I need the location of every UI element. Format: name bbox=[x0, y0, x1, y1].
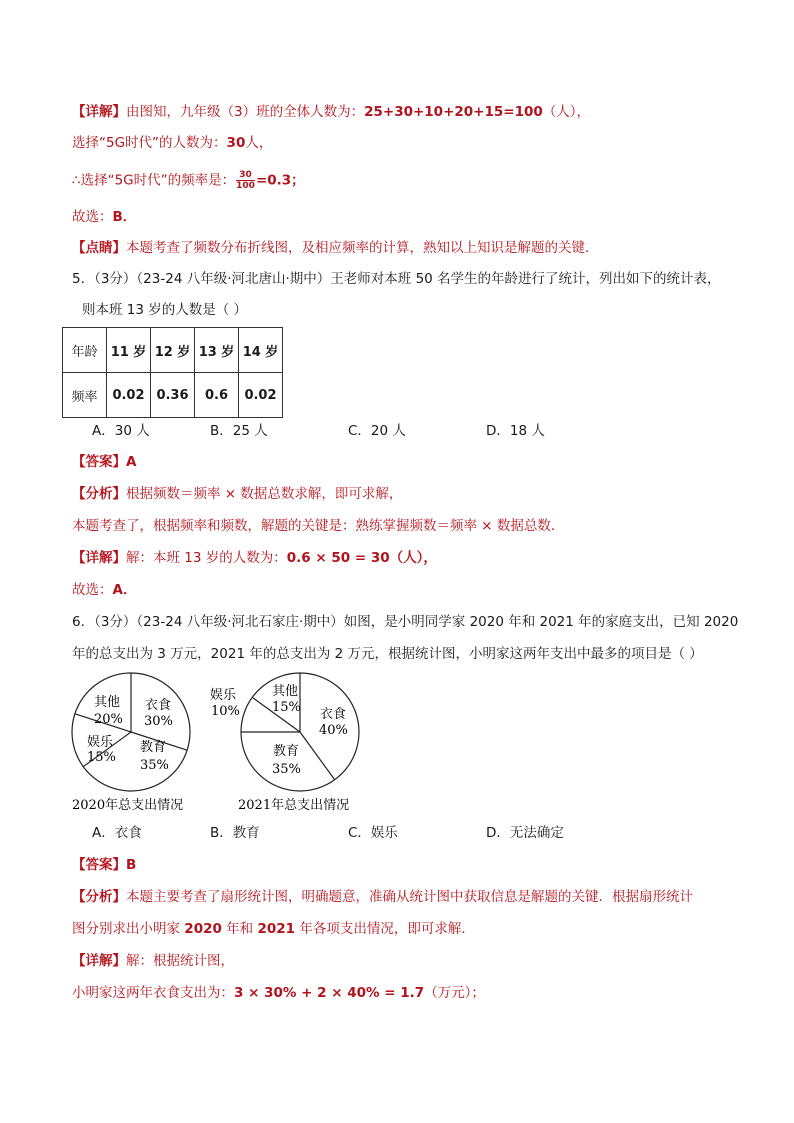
q5-stem-line2: 则本班 13 岁的人数是（ ） bbox=[82, 302, 248, 318]
pie-value: 30% bbox=[144, 714, 173, 729]
q4-detail-text: 由图知，九年级（3）班的全体人数为： bbox=[126, 104, 365, 120]
table-cell: 13 岁 bbox=[195, 328, 239, 373]
pie-label: 教育 bbox=[273, 744, 300, 759]
analysis-text: 图分别求出小明家 bbox=[72, 921, 185, 937]
q6-stem-line2: 年的总支出为 3 万元，2021 年的总支出为 2 万元，根据统计图，小明家这两年支出中最多的项目是（ ） bbox=[72, 646, 703, 662]
q4-frequency-value: =0.3； bbox=[255, 172, 305, 189]
pie-value: 10% bbox=[211, 704, 240, 719]
q4-frequency-text: ∴选择“5G时代”的频率是： bbox=[72, 172, 236, 189]
calc-expression: 3 × 30% + 2 × 40% = 1.7 bbox=[234, 985, 425, 1001]
pie-label: 衣食 bbox=[320, 707, 347, 722]
pie-title: 2020年总支出情况 bbox=[72, 798, 184, 813]
table-cell: 14 岁 bbox=[239, 328, 283, 373]
detail-calc: 0.6 × 50 = 30（人）， bbox=[286, 550, 437, 566]
q5-frequency-table bbox=[62, 327, 283, 418]
detail-tag: 【详解】 bbox=[72, 953, 126, 969]
table-cell: 0.6 bbox=[195, 373, 239, 418]
q4-5g-value: 30 bbox=[226, 135, 246, 151]
q6-analysis-line2 bbox=[72, 919, 475, 939]
q4-5g-unit: 人， bbox=[245, 135, 273, 151]
table-cell: 0.02 bbox=[107, 373, 151, 418]
pie-label: 娱乐 bbox=[210, 688, 237, 703]
choose-value: B． bbox=[112, 209, 137, 225]
pie-label: 其他 bbox=[94, 695, 121, 710]
calc-text: 小明家这两年衣食支出为： bbox=[72, 985, 234, 1001]
detail-text: 解：本班 13 岁的人数为： bbox=[126, 550, 287, 566]
detail-text: 解：根据统计图， bbox=[126, 953, 234, 969]
q5-analysis-line bbox=[72, 484, 402, 504]
table-header-cell: 频率 bbox=[63, 373, 107, 418]
q5-detail-line bbox=[72, 548, 437, 568]
pie-value: 35% bbox=[140, 758, 169, 773]
analysis-text: 年和 bbox=[221, 921, 258, 937]
analysis-tag: 【分析】 bbox=[72, 486, 126, 502]
pie-value: 20% bbox=[94, 712, 123, 727]
analysis-text: 年各项支出情况，即可求解． bbox=[295, 921, 475, 937]
q6-analysis-line bbox=[72, 887, 693, 907]
point-text: 本题考查了频数分布折线图，及相应频率的计算，熟知以上知识是解题的关键． bbox=[126, 240, 599, 256]
option-b: B．25 人 bbox=[210, 423, 268, 439]
calc-unit: （万元）； bbox=[424, 985, 485, 1001]
pie-value: 40% bbox=[319, 723, 348, 738]
pie-chart-2021 bbox=[210, 673, 359, 813]
pie-value: 15% bbox=[87, 750, 116, 765]
q4-point-line bbox=[72, 238, 599, 258]
pie-label: 教育 bbox=[140, 740, 167, 755]
table-cell: 12 岁 bbox=[151, 328, 195, 373]
table-cell: 11 岁 bbox=[107, 328, 151, 373]
point-tag: 【点睛】 bbox=[72, 240, 126, 256]
pie-value: 15% bbox=[272, 700, 301, 715]
choose-value: A． bbox=[112, 582, 137, 598]
pie-label: 衣食 bbox=[145, 698, 172, 713]
q4-frequency-line bbox=[72, 170, 305, 191]
pie-chart-2020 bbox=[72, 673, 190, 813]
q4-total-unit: （人）， bbox=[542, 104, 591, 120]
detail-tag: 【详解】 bbox=[72, 104, 126, 120]
option-d: D．无法确定 bbox=[486, 825, 564, 841]
pie-label: 娱乐 bbox=[87, 735, 114, 750]
year-2021: 2021 bbox=[257, 921, 296, 937]
q4-total-calc: 25+30+10+20+15=100 bbox=[364, 104, 543, 120]
table-header-cell: 年龄 bbox=[63, 328, 107, 373]
q4-fraction bbox=[236, 170, 255, 191]
pie-slice-boundary bbox=[300, 732, 335, 780]
q4-5g-count-line bbox=[72, 133, 272, 153]
pie-value: 35% bbox=[272, 762, 301, 777]
table-cell: 0.02 bbox=[239, 373, 283, 418]
option-c: C．娱乐 bbox=[348, 825, 398, 841]
q5-analysis-line2: 本题考查了，根据频率和频数，解题的关键是：熟练掌握频数＝频率 × 数据总数． bbox=[72, 518, 565, 534]
pie-label: 其他 bbox=[272, 684, 299, 699]
analysis-text: 本题主要考查了扇形统计图，明确题意，准确从统计图中获取信息是解题的关键．根据扇形统计 bbox=[126, 889, 693, 905]
pie-title: 2021年总支出情况 bbox=[238, 798, 350, 813]
answer-value: B bbox=[126, 857, 137, 873]
option-a: A．30 人 bbox=[92, 423, 150, 439]
analysis-text: 根据频数＝频率 × 数据总数求解，即可求解， bbox=[126, 486, 403, 502]
table-row bbox=[63, 373, 283, 418]
q6-detail-line bbox=[72, 951, 234, 971]
answer-tag: 【答案】 bbox=[72, 857, 126, 873]
year-2020: 2020 bbox=[184, 921, 222, 937]
choose-text: 故选： bbox=[72, 582, 113, 598]
q5-stem-line1: 5．（3分）（23-24 八年级·河北唐山·期中）王老师对本班 50 名学生的年龄进行了统计，列出如下的统计表， bbox=[72, 271, 721, 287]
q6-last-line bbox=[72, 983, 485, 1003]
q4-choose-line bbox=[72, 207, 136, 227]
fraction-denominator: 100 bbox=[236, 181, 255, 191]
q6-pie-charts bbox=[66, 672, 366, 817]
answer-value: A bbox=[126, 454, 137, 470]
fraction-numerator: 30 bbox=[236, 170, 255, 181]
q6-stem-line1: 6．（3分）（23-24 八年级·河北石家庄·期中）如图，是小明同学家 2020 年和 2021 年的家庭支出，已知 2020 bbox=[72, 614, 739, 630]
table-row bbox=[63, 328, 283, 373]
option-d: D．18 人 bbox=[486, 423, 545, 439]
detail-tag: 【详解】 bbox=[72, 550, 126, 566]
analysis-tag: 【分析】 bbox=[72, 889, 126, 905]
q6-answer-line bbox=[72, 855, 136, 875]
option-a: A．衣食 bbox=[92, 825, 142, 841]
q4-detail-line bbox=[72, 102, 590, 122]
table-cell: 0.36 bbox=[151, 373, 195, 418]
q5-choose-line bbox=[72, 580, 136, 600]
option-b: B．教育 bbox=[210, 825, 260, 841]
q4-5g-text: 选择“5G时代”的人数为： bbox=[72, 135, 227, 151]
choose-text: 故选： bbox=[72, 209, 113, 225]
option-c: C．20 人 bbox=[348, 423, 406, 439]
q5-answer-line bbox=[72, 452, 136, 472]
answer-tag: 【答案】 bbox=[72, 454, 126, 470]
